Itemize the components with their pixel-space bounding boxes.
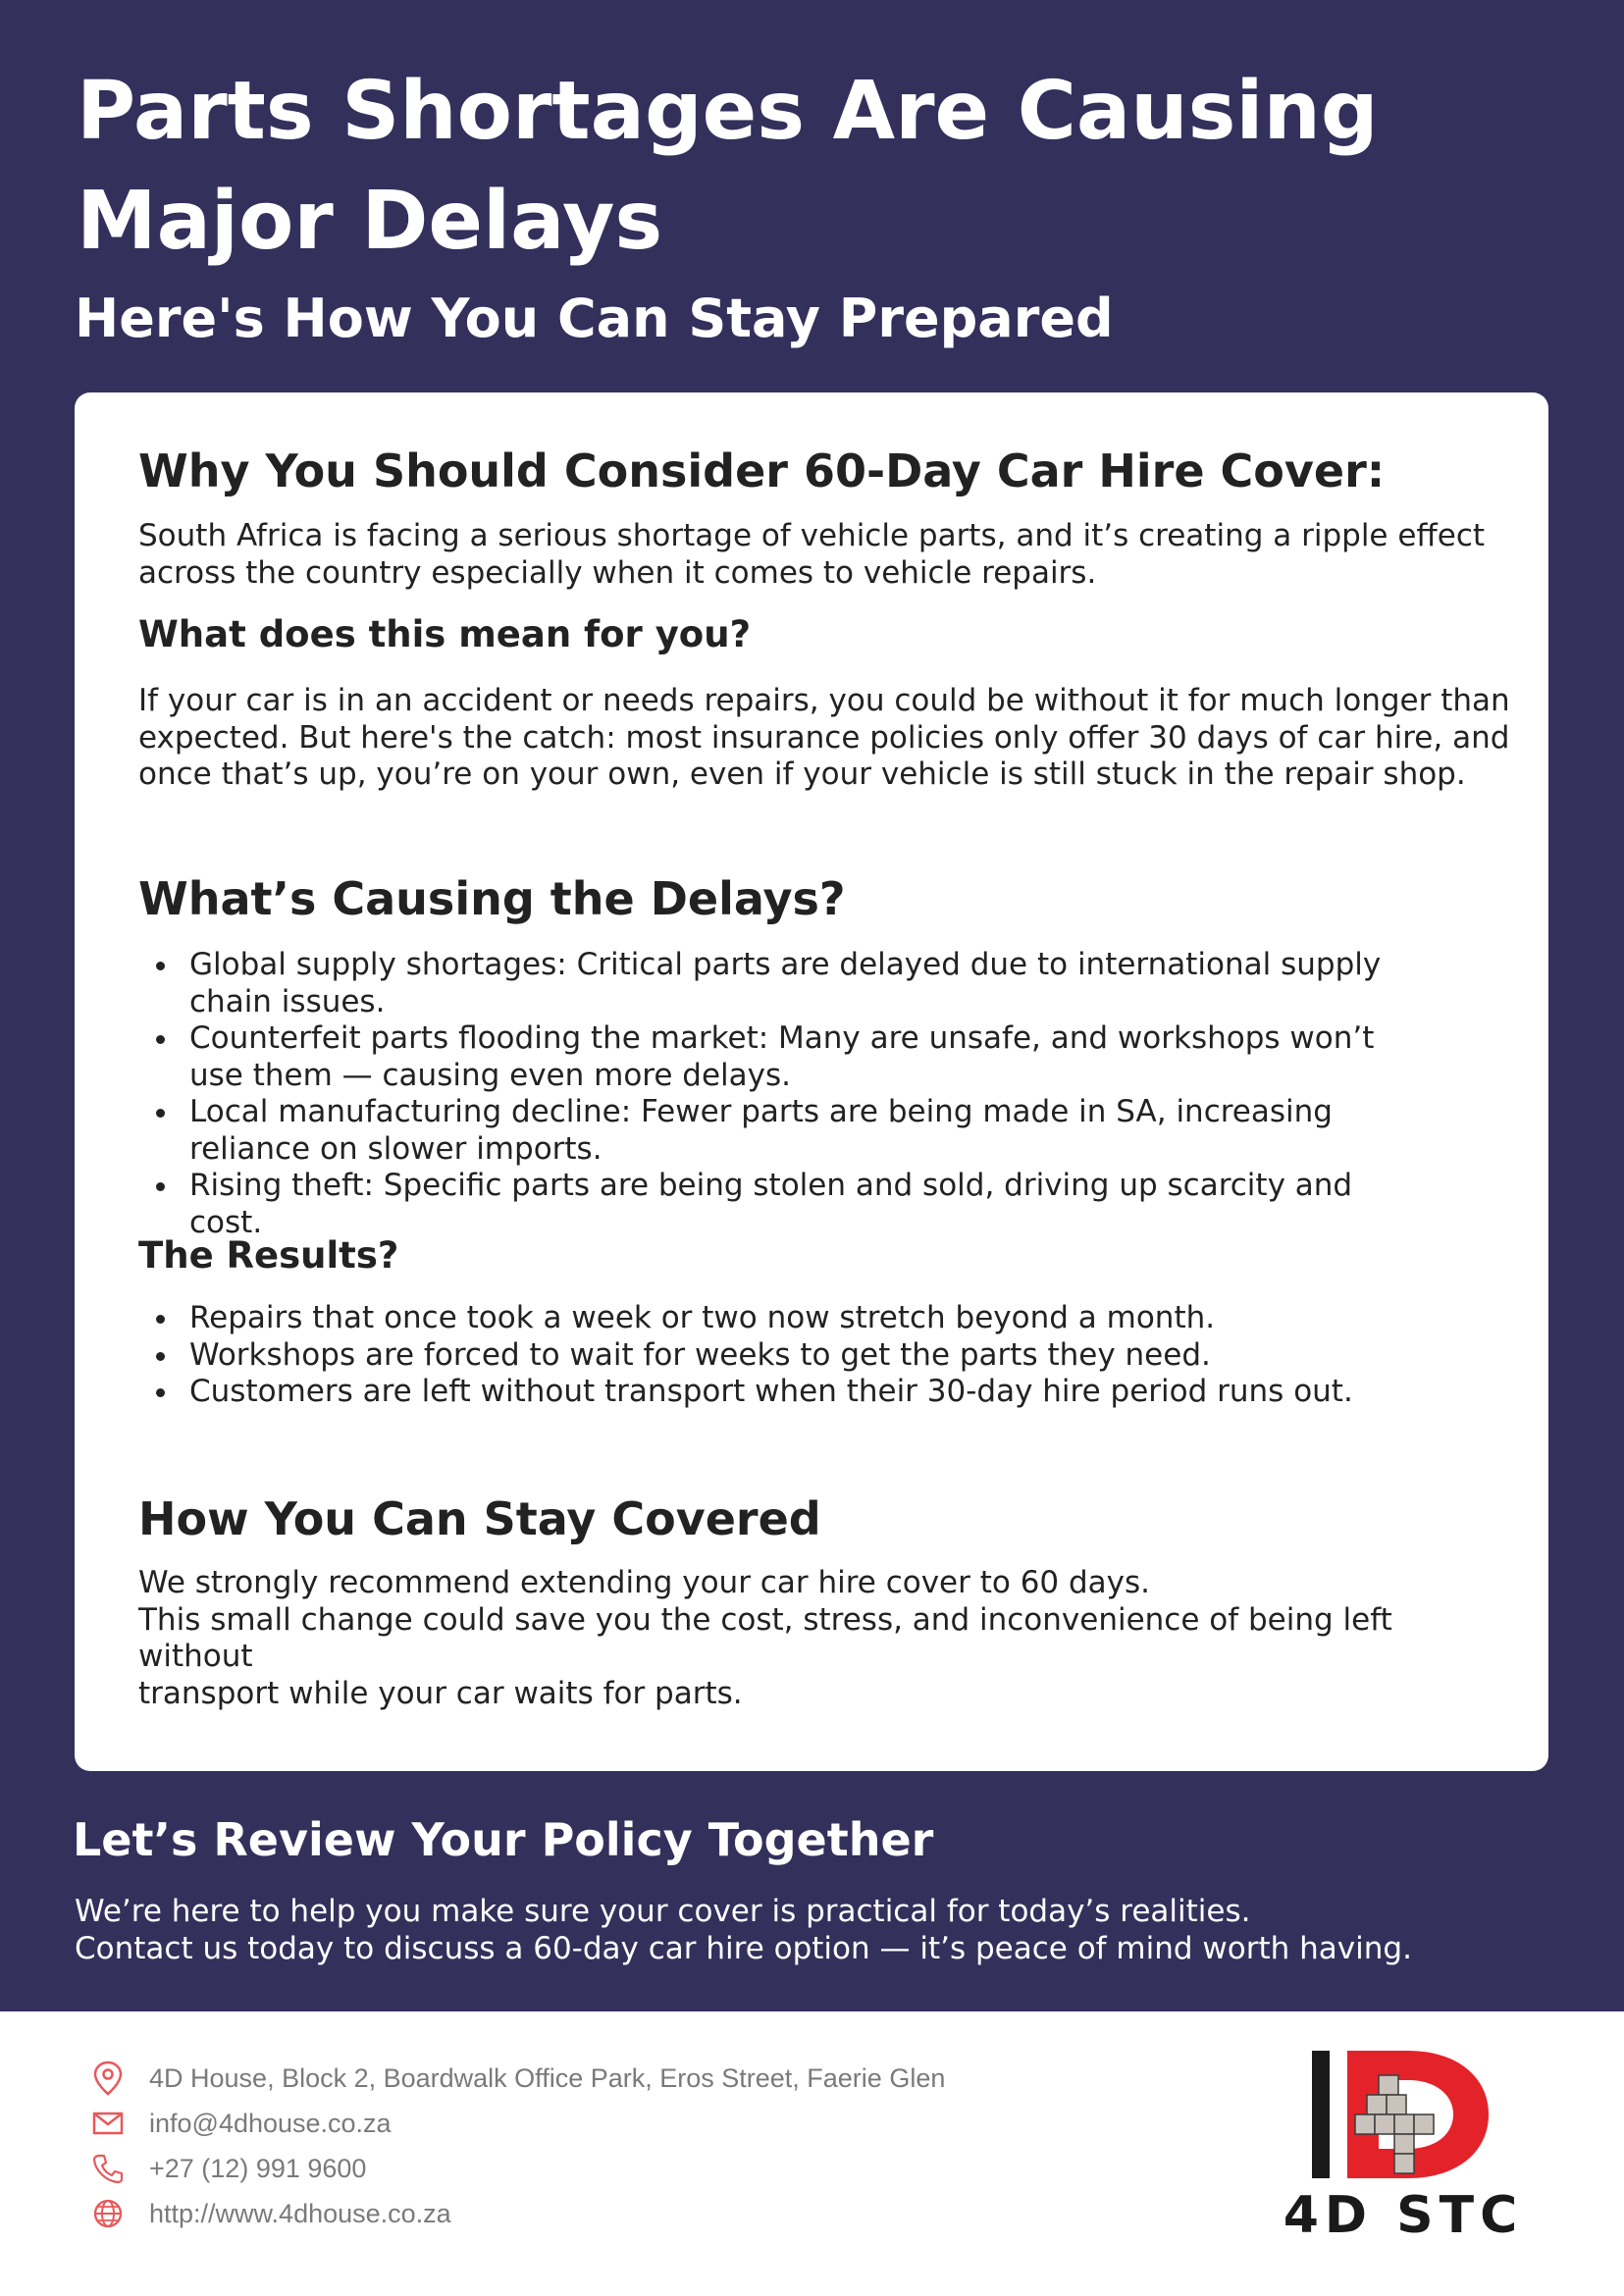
list-item: Customers are left without transport when their 30-day hire period runs out. (138, 1374, 1414, 1411)
list-item: Local manufacturing decline: Fewer parts are being made in SA, increasing reliance on slower imports. (138, 1094, 1414, 1168)
logo-mark-icon (1261, 2046, 1545, 2193)
why-heading: Why You Should Consider 60-Day Car Hire Cover: (138, 444, 1386, 497)
review-paragraph: We’re here to help you make sure your cover is practical for today’s realities. Contact us today to discuss a 60-day car hire option — it’s peace of mind worth having. (75, 1894, 1412, 1966)
results-heading: The Results? (138, 1234, 399, 1277)
location-pin-icon (90, 2061, 126, 2096)
contact-email[interactable]: info@4dhouse.co.za (90, 2104, 392, 2143)
contact-phone[interactable]: +27 (12) 991 9600 (90, 2149, 366, 2188)
phone-icon (90, 2151, 126, 2186)
list-item: Rising theft: Specific parts are being stolen and sold, driving up scarcity and cost. (138, 1168, 1414, 1241)
covered-paragraph: We strongly recommend extending your car hire cover to 60 days. This small change could save you the cost, stress, and inconvenience of being left without transport while your car waits for parts. (138, 1565, 1392, 1711)
content-card (75, 392, 1548, 1771)
contact-address: 4D House, Block 2, Boardwalk Office Park, Eros Street, Faerie Glen (90, 2059, 945, 2098)
results-list (138, 1300, 1414, 1411)
why-paragraph: South Africa is facing a serious shortage of vehicle parts, and it’s creating a ripple effect across the country especially when it comes to vehicle repairs. (138, 518, 1486, 591)
mean-paragraph: If your car is in an accident or needs repairs, you could be without it for much longer than expected. But here's the catch: most insurance policies only offer 30 days of car hire, and once that’s up, you’re on your own, even if your vehicle is still stuck in the repair shop. (138, 683, 1510, 792)
contact-website[interactable]: http://www.4dhouse.co.za (90, 2194, 451, 2233)
page-title: Parts Shortages Are Causing Major Delays (77, 65, 1379, 268)
review-heading: Let’s Review Your Policy Together (73, 1813, 934, 1866)
mean-heading: What does this mean for you? (138, 613, 752, 655)
globe-icon (90, 2196, 126, 2231)
list-item: Global supply shortages: Critical parts are delayed due to international supply chain issues. (138, 947, 1414, 1020)
list-item: Workshops are forced to wait for weeks to get the parts they need. (138, 1337, 1414, 1375)
logo-text: 4D STC (1283, 2186, 1524, 2245)
causes-heading: What’s Causing the Delays? (138, 872, 846, 925)
page-subtitle: Here's How You Can Stay Prepared (75, 287, 1114, 349)
covered-heading: How You Can Stay Covered (138, 1492, 821, 1545)
envelope-icon (90, 2106, 126, 2141)
causes-list (138, 947, 1414, 1241)
list-item: Counterfeit parts flooding the market: Many are unsafe, and workshops won’t use them — causing even more delays. (138, 1020, 1414, 1094)
list-item: Repairs that once took a week or two now stretch beyond a month. (138, 1300, 1414, 1337)
